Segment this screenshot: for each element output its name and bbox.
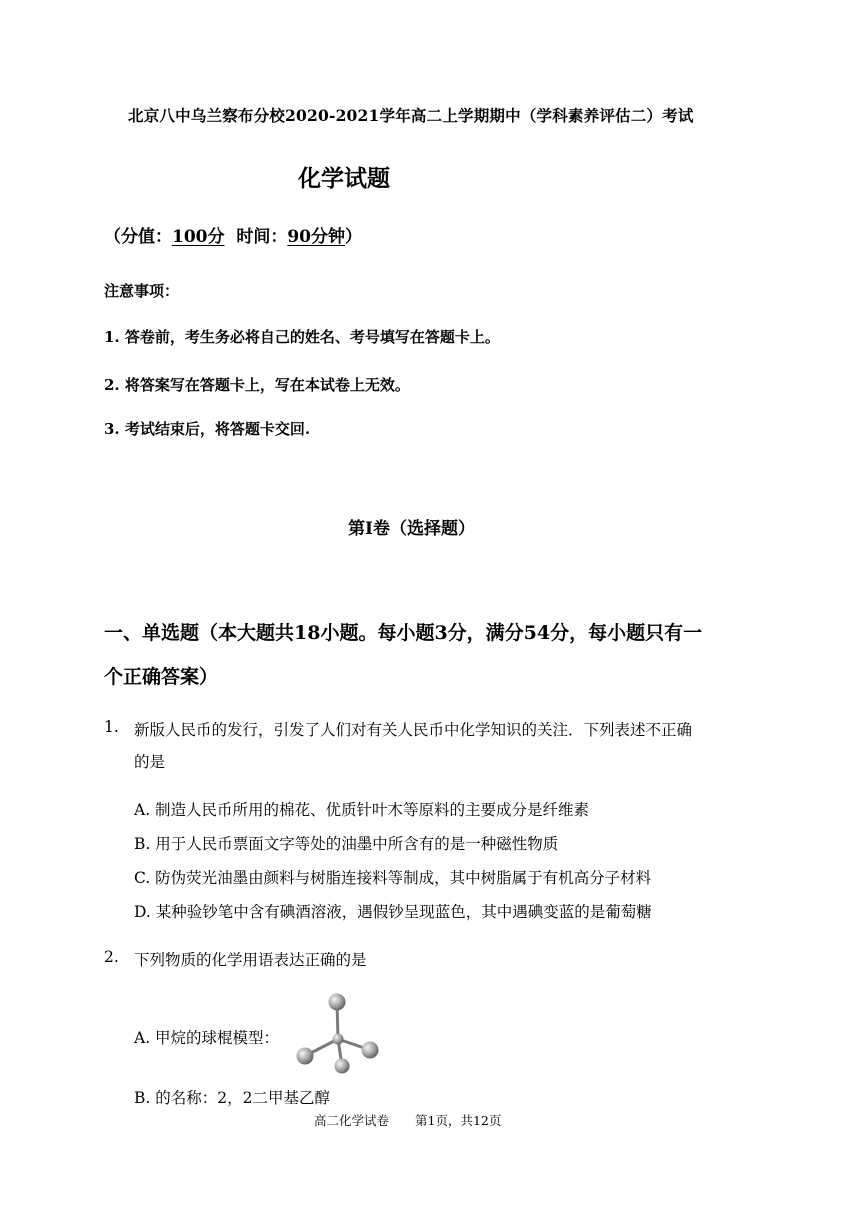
methane-ball-stick-model-image <box>292 990 384 1076</box>
option-a: A. 甲烷的球棍模型： <box>134 1029 280 1047</box>
exam-header: 北京八中乌兰察布分校2020-2021学年高二上学期期中（学科素养评估二）考试 <box>128 106 694 125</box>
section-title-continued: 个正确答案） <box>104 666 219 688</box>
question-stem-continued: 的是 <box>134 753 166 771</box>
question-stem: 下列物质的化学用语表达正确的是 <box>134 951 367 969</box>
option-d: D. 某种验钞笔中含有碘酒溶液，遇假钞呈现蓝色，其中遇碘变蓝的是葡萄糖 <box>134 903 652 921</box>
notice-title: 注意事项： <box>104 282 180 300</box>
question-number: 1. <box>104 718 119 736</box>
score-prefix: （分值： <box>104 227 172 247</box>
question-number: 2. <box>104 948 119 966</box>
score-suffix: ） <box>345 227 363 247</box>
section-title: 一、单选题（本大题共18小题。每小题3分，满分54分，每小题只有一 <box>104 622 703 644</box>
option-c: C. 防伪荧光油墨由颜料与树脂连接料等制成，其中树脂属于有机高分子材料 <box>134 869 652 887</box>
option-b: B. 用于人民币票面文字等处的油墨中所含有的是一种磁性物质 <box>134 835 559 853</box>
time-label: 时间： <box>236 227 288 247</box>
subject-title: 化学试题 <box>298 165 390 192</box>
part-title: 第Ⅰ卷（选择题） <box>348 519 475 539</box>
score-time-line <box>104 222 362 247</box>
question-stem: 新版人民币的发行，引发了人们对有关人民币中化学知识的关注．下列表述不正确 <box>134 721 693 739</box>
footer-page-info: 第1页，共12页 <box>415 1113 502 1128</box>
page-footer <box>314 1111 527 1129</box>
notice-item: 2. 将答案写在答题卡上，写在本试卷上无效。 <box>104 376 410 394</box>
footer-exam-name: 高二化学试卷 <box>314 1113 390 1128</box>
notice-item: 3. 考试结束后，将答题卡交回. <box>104 420 311 438</box>
notice-item: 1. 答卷前，考生务必将自己的姓名、考号填写在答题卡上。 <box>104 328 500 346</box>
option-b: B. 的名称：2，2二甲基乙醇 <box>134 1089 330 1107</box>
time-value: 90分钟 <box>287 227 346 247</box>
option-a: A. 制造人民币所用的棉花、优质针叶木等原料的主要成分是纤维素 <box>134 801 590 819</box>
score-value: 100分 <box>172 227 225 247</box>
